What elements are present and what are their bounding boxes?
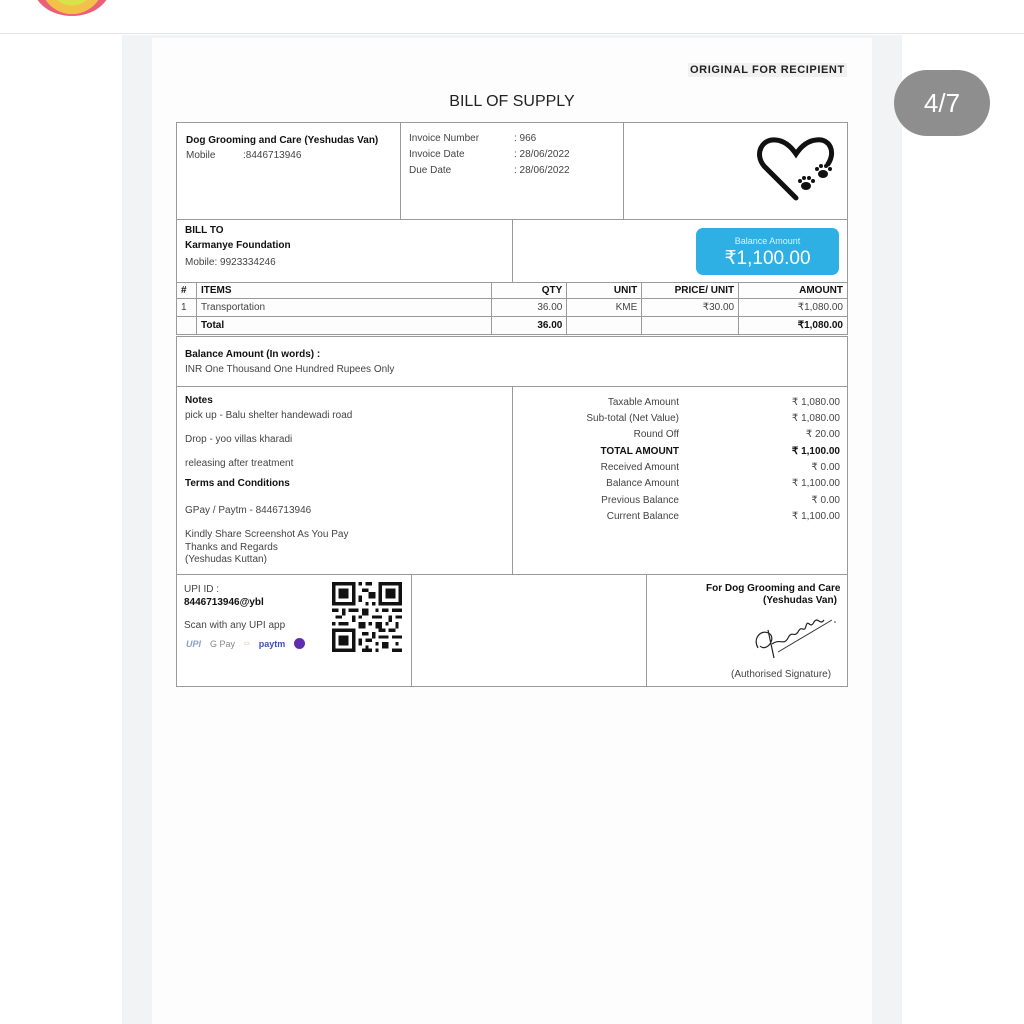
col-header-items: ITEMS	[196, 283, 491, 299]
balance-badge-label: Balance Amount	[734, 236, 801, 246]
summary-label: Received Amount	[600, 462, 679, 473]
invoice-title	[0, 93, 1024, 111]
copy-label: ORIGINAL FOR RECIPIENT	[690, 64, 845, 76]
note-line: pick up - Balu shelter handewadi road	[185, 410, 353, 421]
upi-qr-code	[332, 582, 402, 652]
divider	[411, 574, 412, 687]
due-date-value: : 28/06/2022	[514, 165, 570, 176]
summary-value: ₹ 1,080.00	[791, 397, 840, 408]
summary-value: ₹ 0.00	[811, 495, 840, 506]
upi-app-icons	[186, 638, 305, 649]
col-header-qty: QTY	[492, 283, 567, 299]
total-price	[642, 317, 739, 335]
summary-label: Current Balance	[606, 511, 679, 522]
total-qty: 36.00	[492, 317, 567, 335]
divider	[400, 122, 401, 220]
item-qty: 36.00	[492, 299, 567, 317]
summary-value: ₹ 1,100.00	[791, 511, 840, 522]
amount-in-words-label: Balance Amount (In words) :	[185, 349, 321, 360]
phonepe-logo-icon	[294, 638, 305, 649]
summary-value: ₹ 0.00	[811, 462, 840, 473]
note-line: Drop - yoo villas kharadi	[185, 434, 293, 445]
bill-to-heading: BILL TO	[185, 225, 224, 236]
upi-logo-icon: UPI	[186, 638, 202, 649]
item-index: 1	[177, 299, 197, 317]
summary-label: Sub-total (Net Value)	[586, 413, 679, 424]
total-unit	[567, 317, 642, 335]
divider	[512, 386, 513, 575]
terms-line: Kindly Share Screenshot As You Pay	[185, 529, 349, 540]
terms-line: Thanks and Regards	[185, 542, 278, 553]
note-line: releasing after treatment	[185, 458, 294, 469]
authorised-signature-caption: (Authorised Signature)	[731, 669, 832, 680]
bill-to-name: Karmanye Foundation	[185, 240, 291, 251]
upi-label: UPI ID :	[184, 584, 220, 595]
summary-value: ₹ 1,080.00	[791, 413, 840, 424]
gpay-logo-icon: G Pay	[210, 638, 236, 649]
signature-for-line1: For Dog Grooming and Care	[706, 583, 841, 594]
col-header-unit: UNIT	[567, 283, 642, 299]
summary-label: Round Off	[633, 429, 679, 440]
paytm-logo-icon: paytm	[258, 638, 286, 649]
upi-scan-text: Scan with any UPI app	[184, 620, 286, 631]
summary-label: Balance Amount	[606, 478, 679, 489]
divider	[646, 574, 647, 687]
summary-value: ₹ 1,100.00	[791, 446, 840, 457]
invoice-date-label: Invoice Date	[409, 149, 465, 160]
seller-mobile: :8446713946	[243, 150, 302, 161]
total-index	[177, 317, 197, 335]
app-top-bar	[0, 0, 1024, 34]
item-amount: ₹1,080.00	[739, 299, 848, 317]
signature-for-line2: (Yeshudas Van)	[763, 595, 837, 606]
terms-heading: Terms and Conditions	[185, 478, 290, 489]
seller-mobile-label: Mobile	[186, 150, 216, 161]
balance-amount-badge	[696, 228, 839, 275]
col-header-index: #	[177, 283, 197, 299]
summary-label: TOTAL AMOUNT	[600, 446, 679, 457]
balance-badge-value: ₹1,100.00	[724, 248, 811, 269]
bill-to-mobile: Mobile: 9923334246	[185, 257, 276, 268]
amount-in-words-box	[176, 336, 848, 387]
terms-line: (Yeshudas Kuttan)	[185, 554, 267, 565]
total-amount: ₹1,080.00	[739, 317, 848, 335]
table-total-row	[177, 317, 848, 335]
seller-name: Dog Grooming and Care (Yeshudas Van)	[186, 135, 379, 146]
amazon-pay-logo-icon: ▭	[244, 641, 250, 647]
item-name: Transportation	[196, 299, 491, 317]
page-counter: 4/7	[894, 70, 990, 136]
item-price: ₹30.00	[642, 299, 739, 317]
invoice-title-text: BILL OF SUPPLY	[449, 93, 575, 110]
notes-heading: Notes	[185, 395, 213, 406]
items-table	[176, 282, 848, 335]
summary-value: ₹ 20.00	[805, 429, 840, 440]
col-header-price: PRICE/ UNIT	[642, 283, 739, 299]
terms-line: GPay / Paytm - 8446713946	[185, 505, 312, 516]
divider	[623, 122, 624, 220]
summary-label: Taxable Amount	[607, 397, 679, 408]
signature-icon	[748, 608, 838, 660]
table-row	[177, 299, 848, 317]
summary-value: ₹ 1,100.00	[791, 478, 840, 489]
upi-id: 8446713946@ybl	[184, 597, 264, 608]
amount-in-words-value: INR One Thousand One Hundred Rupees Only	[185, 364, 395, 375]
total-label: Total	[196, 317, 491, 335]
invoice-number-label: Invoice Number	[409, 133, 480, 144]
summary-label: Previous Balance	[601, 495, 679, 506]
heart-paw-icon	[756, 136, 836, 206]
invoice-number-value: : 966	[514, 133, 537, 144]
invoice-date-value: : 28/06/2022	[514, 149, 570, 160]
app-logo-icon[interactable]	[34, 0, 110, 16]
due-date-label: Due Date	[409, 165, 452, 176]
item-unit: KME	[567, 299, 642, 317]
items-table-header	[177, 283, 848, 299]
divider	[512, 219, 513, 283]
col-header-amount: AMOUNT	[739, 283, 848, 299]
